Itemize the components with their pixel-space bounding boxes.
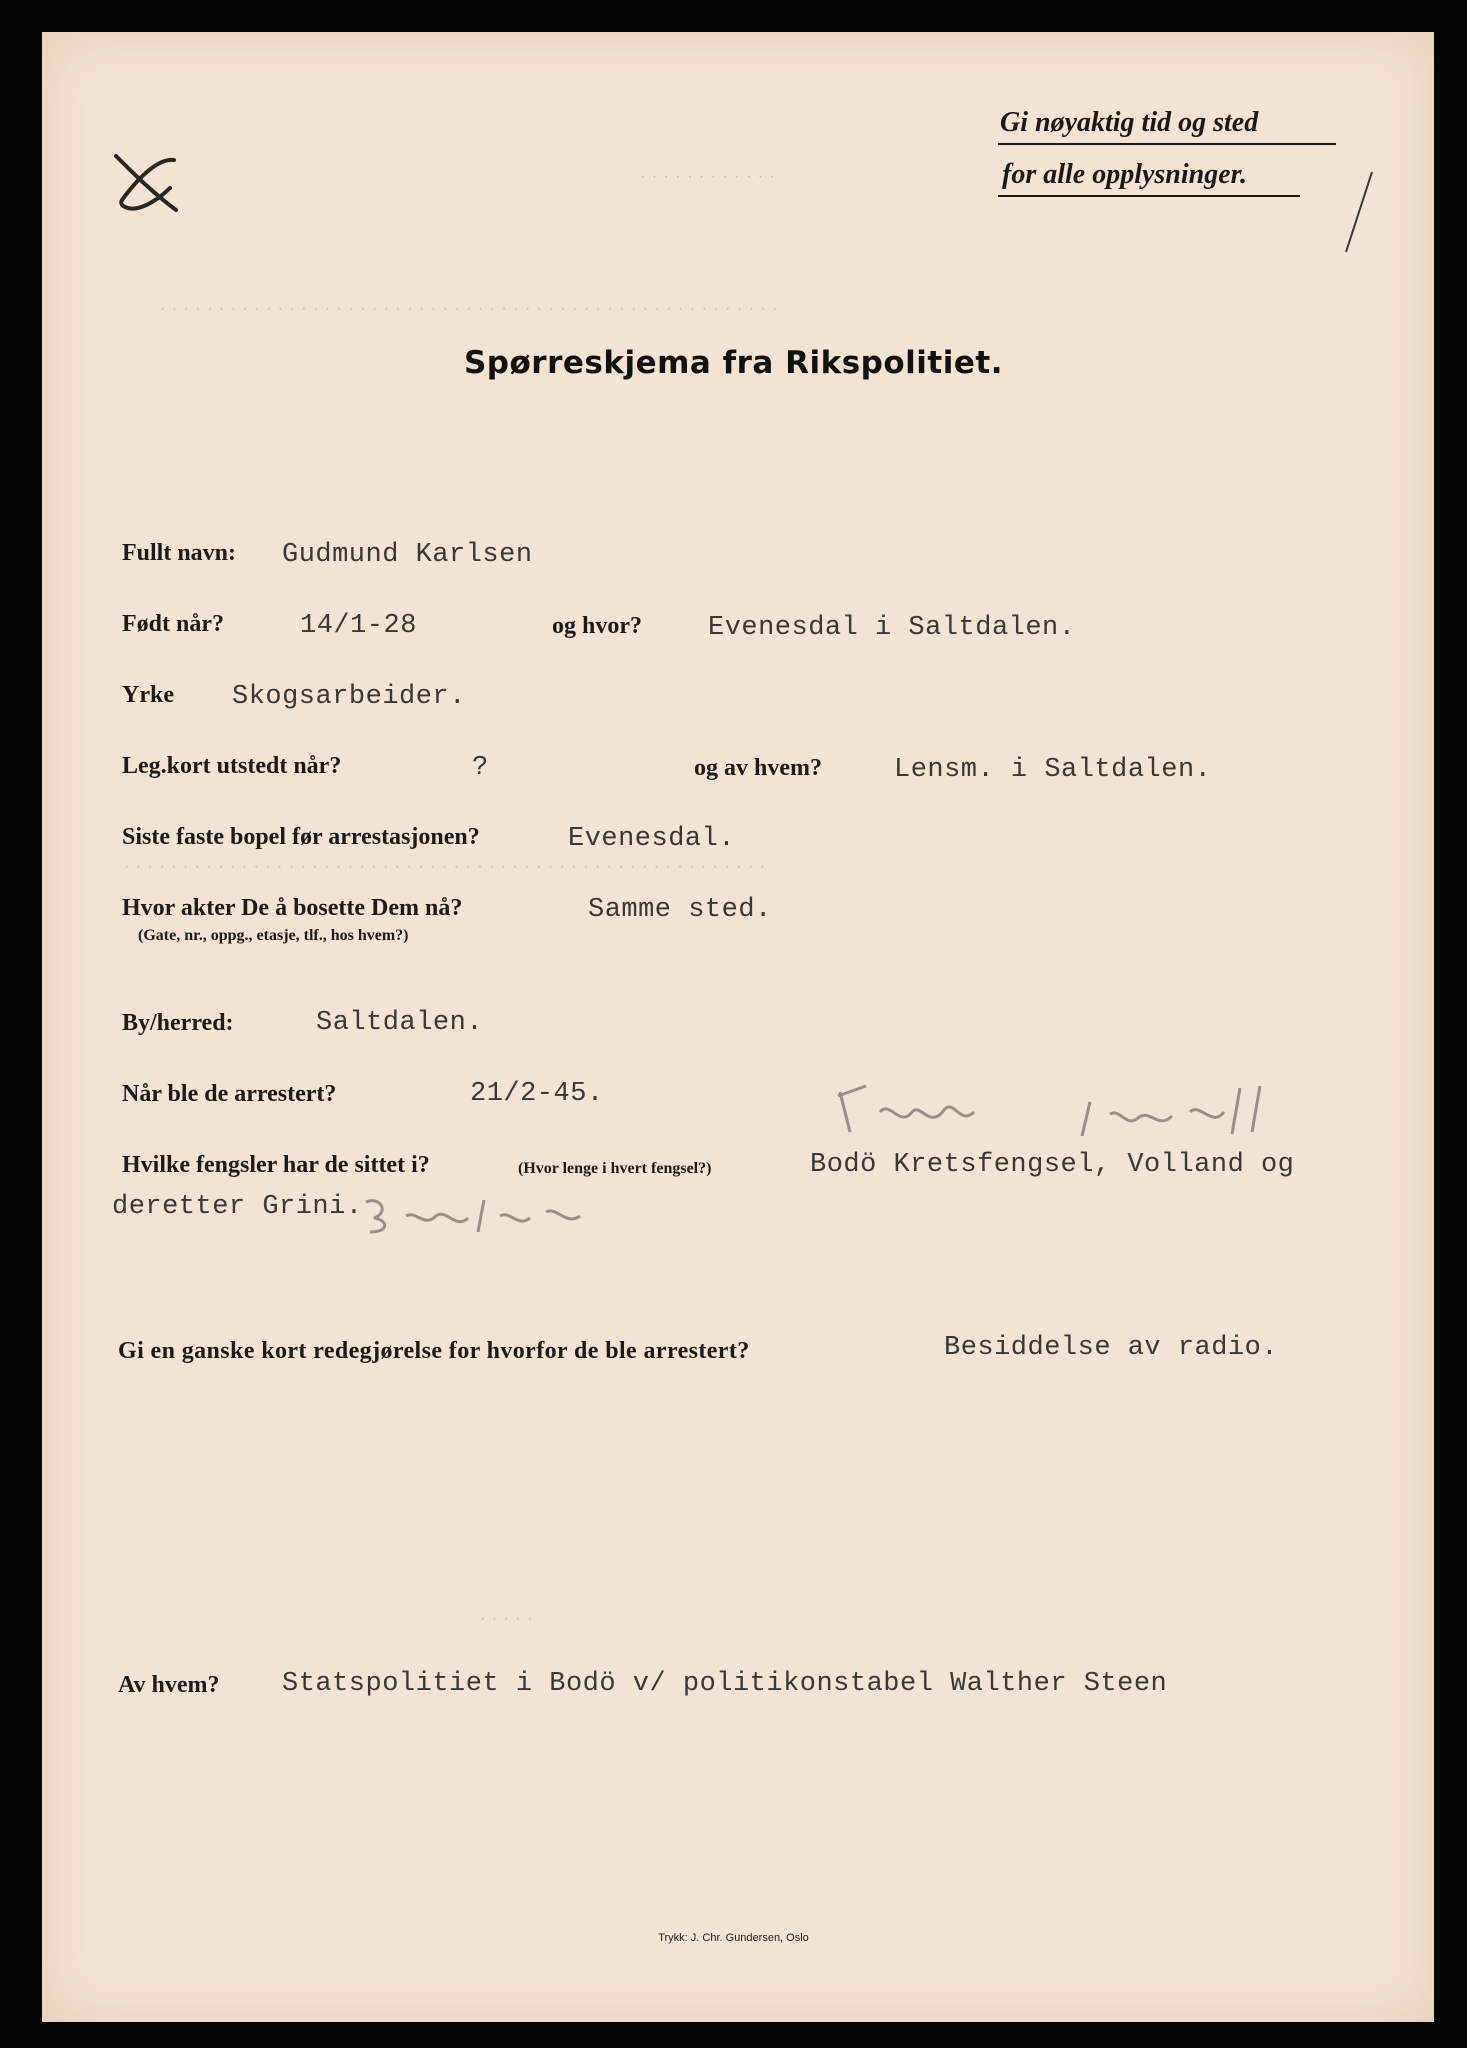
handwritten-pencil-note — [820, 1072, 1340, 1152]
notice-underline-2 — [998, 195, 1300, 197]
name-value: Gudmund Karlsen — [282, 540, 533, 570]
reason-label: Gi en ganske kort redegjørelse for hvorfor de ble arrestert? — [118, 1338, 750, 1364]
born-label: Født når? — [122, 611, 224, 637]
born-value: 14/1-28 — [300, 611, 417, 641]
legcard-value: ? — [472, 753, 489, 783]
legcard-by-value: Lensm. i Saltdalen. — [894, 755, 1212, 785]
born-where-label: og hvor? — [552, 613, 642, 639]
municipality-value: Saltdalen. — [316, 1008, 484, 1038]
prisons-label: Hvilke fengsler har de sittet i? — [122, 1152, 430, 1178]
arrested-value: 21/2-45. — [470, 1079, 604, 1109]
arrested-label: Når ble de arrestert? — [122, 1081, 337, 1107]
municipality-label: By/herred: — [122, 1010, 234, 1036]
prisons-sublabel: (Hvor lenge i hvert fengsel?) — [518, 1160, 712, 1177]
notice-line-1: Gi nøyaktig tid og sted — [1000, 107, 1259, 138]
notice-line-2: for alle opplysninger. — [1002, 159, 1248, 190]
bleed-through-text: · · · · · · · · · · · · · · · · · · · · · · · · · · · · · · · · · · · · · · · · · · · · · · · · · · · · · — [160, 300, 779, 317]
settle-value: Samme sted. — [588, 895, 772, 925]
legcard-label: Leg.kort utstedt når? — [122, 753, 342, 779]
name-label: Fullt navn: — [122, 540, 237, 566]
by-whom-value: Statspolitiet i Bodö v/ politikonstabel Walther Steen — [282, 1669, 1168, 1699]
prisons-value-line-2: deretter Grini. — [112, 1192, 363, 1222]
printer-imprint: Trykk: J. Chr. Gundersen, Oslo — [658, 1932, 809, 1944]
form-paper — [42, 32, 1434, 2022]
occupation-label: Yrke — [122, 682, 174, 708]
notice-underline-1 — [998, 143, 1336, 145]
form-title: Spørreskjema fra Rikspolitiet. — [463, 345, 1003, 381]
bleed-through-text: · · · · · · · · · · · · — [640, 168, 776, 185]
handwritten-slash-mark — [1340, 168, 1380, 258]
born-where-value: Evenesdal i Saltdalen. — [708, 613, 1076, 643]
settle-sublabel: (Gate, nr., oppg., etasje, tlf., hos hvem?) — [138, 927, 409, 944]
settle-label: Hvor akter De å bosette Dem nå? — [122, 895, 463, 921]
legcard-by-label: og av hvem? — [694, 755, 822, 781]
last-residence-value: Evenesdal. — [568, 824, 736, 854]
occupation-value: Skogsarbeider. — [232, 682, 466, 712]
by-whom-label: Av hvem? — [118, 1672, 220, 1698]
last-residence-label: Siste faste bopel før arrestasjonen? — [122, 824, 480, 850]
bleed-through-text: · · · · · · · · · · · · · · · · · · · · · · · · · · · · · · · · · · · · · · · · · · · · · · · · · · · · · · · — [124, 858, 767, 875]
handwritten-pencil-note — [360, 1192, 600, 1242]
prisons-value-line-1: Bodö Kretsfengsel, Volland og — [810, 1150, 1295, 1180]
bleed-through-text: · · · · · — [480, 1610, 534, 1627]
handwritten-x-mark — [108, 148, 188, 218]
reason-value: Besiddelse av radio. — [944, 1333, 1279, 1363]
